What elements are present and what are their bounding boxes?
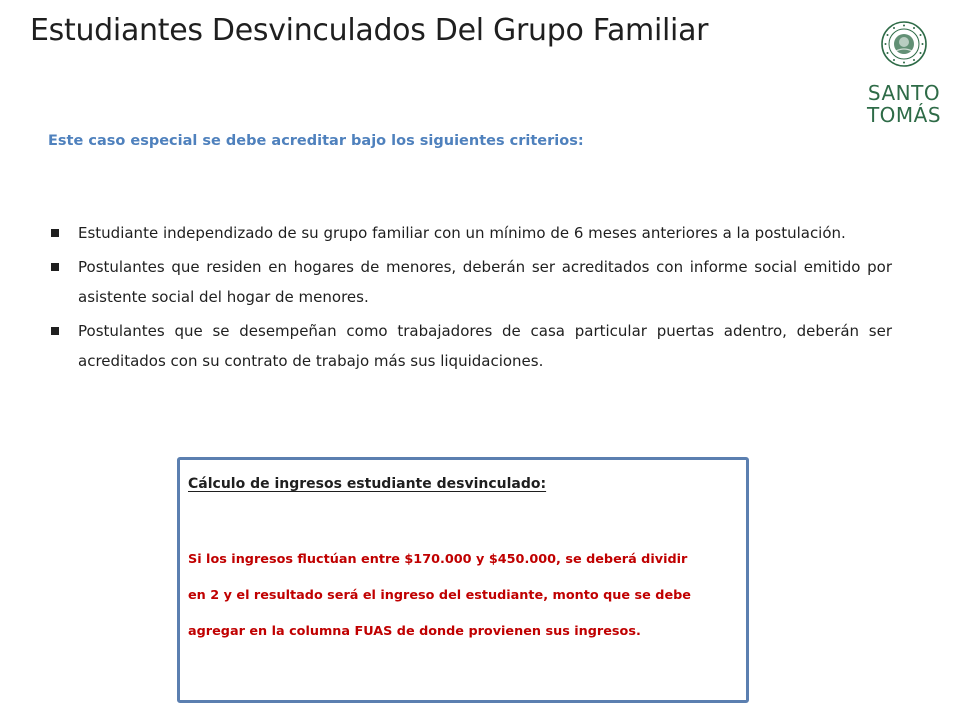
calc-box-body <box>188 542 738 650</box>
brand-line-santo: SANTO <box>867 81 941 105</box>
square-bullet-icon <box>51 263 59 271</box>
criteria-item-text: Postulantes que residen en hogares de menores, deberán ser acreditados con informe social emitido por asistente social del hogar de menores. <box>78 258 892 306</box>
calc-box-line: Si los ingresos fluctúan entre $170.000 y $450.000, se deberá dividir <box>188 552 688 567</box>
santo-tomas-logo <box>856 16 956 136</box>
criteria-item <box>48 252 892 312</box>
square-bullet-icon <box>51 327 59 335</box>
income-calculation-box <box>177 457 749 703</box>
criteria-item-text: Estudiante independizado de su grupo familiar con un mínimo de 6 meses anteriores a la postulación. <box>78 224 846 242</box>
brand-line-tomas: TOMÁS <box>866 103 942 127</box>
criteria-item <box>48 218 892 248</box>
santo-tomas-seal-icon <box>882 22 926 66</box>
square-bullet-icon <box>51 229 59 237</box>
calc-box-line: agregar en la columna FUAS de donde provienen sus ingresos. <box>188 624 641 639</box>
criteria-item <box>48 316 892 376</box>
calc-box-title: Cálculo de ingresos estudiante desvinculado: <box>188 476 547 492</box>
slide-title: Estudiantes Desvinculados Del Grupo Familiar <box>30 13 709 48</box>
calc-box-line: en 2 y el resultado será el ingreso del estudiante, monto que se debe <box>188 588 691 603</box>
criteria-list <box>48 218 892 380</box>
criteria-intro: Este caso especial se debe acreditar bajo los siguientes criterios: <box>48 133 584 149</box>
criteria-item-text: Postulantes que se desempeñan como trabajadores de casa particular puertas adentro, deberán ser acreditados con su contrato de trabajo más sus liquidaciones. <box>78 322 892 370</box>
